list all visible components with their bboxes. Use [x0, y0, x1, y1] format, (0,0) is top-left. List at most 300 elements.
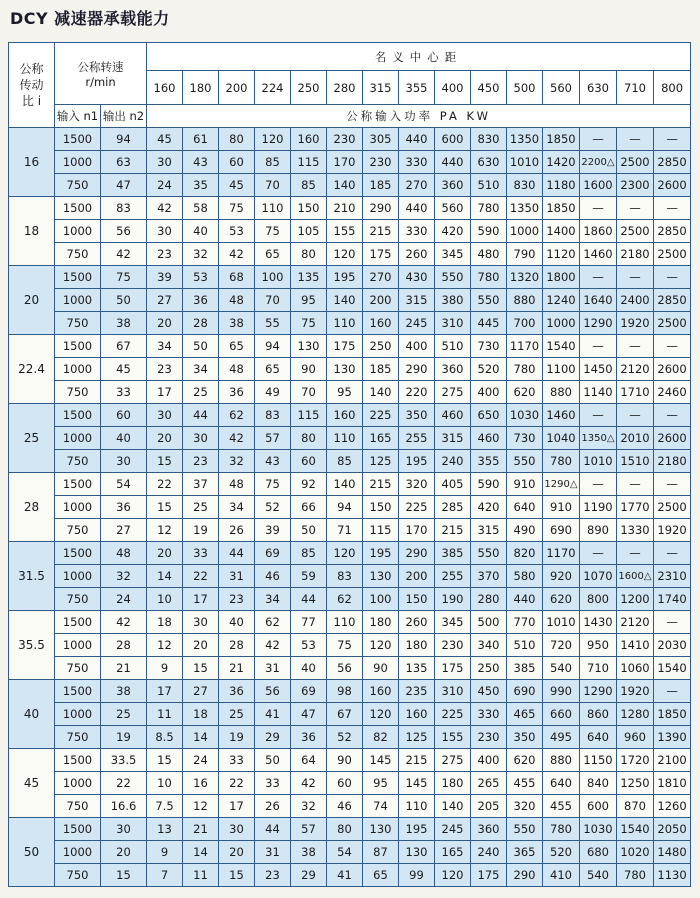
power-cell: 1070: [580, 565, 617, 588]
power-cell: 83: [327, 565, 363, 588]
table-row: [9, 726, 691, 749]
power-cell: 455: [507, 772, 543, 795]
power-cell: 1410: [617, 634, 654, 657]
center-distance-500: 500: [507, 71, 543, 105]
output-speed-cell: 33: [101, 381, 147, 404]
power-cell: 2600: [654, 427, 691, 450]
power-cell: 12: [147, 634, 183, 657]
power-cell: 480: [471, 243, 507, 266]
table-row: [9, 772, 691, 795]
ratio-cell: 31.5: [9, 542, 55, 611]
power-cell: 140: [327, 473, 363, 496]
power-cell: 225: [435, 703, 471, 726]
power-cell: 90: [291, 358, 327, 381]
output-speed-cell: 48: [101, 542, 147, 565]
power-cell: 840: [580, 772, 617, 795]
power-cell: 2310: [654, 565, 691, 588]
power-cell: 175: [471, 864, 507, 887]
input-speed-cell: 750: [55, 588, 101, 611]
power-cell: 9: [147, 841, 183, 864]
table-row: [9, 841, 691, 864]
power-cell: 880: [543, 381, 580, 404]
power-cell: 70: [255, 174, 291, 197]
power-cell: 95: [291, 289, 327, 312]
power-cell: 195: [399, 818, 435, 841]
center-distance-450: 450: [471, 71, 507, 105]
power-cell: 1130: [654, 864, 691, 887]
power-cell: 385: [507, 657, 543, 680]
power-cell: 345: [435, 611, 471, 634]
power-cell: 330: [399, 151, 435, 174]
power-cell: 550: [471, 289, 507, 312]
input-speed-cell: 750: [55, 795, 101, 818]
power-cell: 53: [291, 634, 327, 657]
power-cell: 1000: [543, 312, 580, 335]
output-speed-cell: 83: [101, 197, 147, 220]
power-cell: 82: [363, 726, 399, 749]
power-cell: 25: [183, 496, 219, 519]
power-cell: 420: [471, 496, 507, 519]
capacity-table: [8, 42, 691, 887]
power-cell: 100: [363, 588, 399, 611]
input-speed-cell: 1000: [55, 358, 101, 381]
power-cell: 440: [399, 197, 435, 220]
table-row: [9, 611, 691, 634]
table-row: [9, 588, 691, 611]
power-cell: 200: [399, 565, 435, 588]
input-speed-cell: 750: [55, 312, 101, 335]
power-cell: 74: [363, 795, 399, 818]
page-title: DCY 减速器承载能力: [10, 9, 170, 28]
output-speed-cell: 19: [101, 726, 147, 749]
power-cell: 230: [327, 128, 363, 151]
power-cell: 95: [327, 381, 363, 404]
power-cell: 1200: [617, 588, 654, 611]
power-cell: 50: [183, 335, 219, 358]
power-cell: 25: [183, 381, 219, 404]
power-cell: 41: [255, 703, 291, 726]
power-cell: 62: [327, 588, 363, 611]
power-cell: 115: [291, 404, 327, 427]
power-cell: 87: [363, 841, 399, 864]
power-cell: 110: [327, 312, 363, 335]
power-cell: 15: [183, 657, 219, 680]
power-cell: 880: [543, 749, 580, 772]
power-cell: 52: [255, 496, 291, 519]
power-cell: 600: [435, 128, 471, 151]
power-cell: 2120: [617, 611, 654, 634]
power-cell: 1390: [654, 726, 691, 749]
power-cell: 640: [580, 726, 617, 749]
output-speed-cell: 25: [101, 703, 147, 726]
power-cell: 60: [219, 151, 255, 174]
power-cell: 36: [291, 726, 327, 749]
power-cell: 205: [471, 795, 507, 818]
power-cell: 12: [183, 795, 219, 818]
power-cell: 21: [219, 657, 255, 680]
power-cell: 165: [435, 841, 471, 864]
power-cell: 2850: [654, 151, 691, 174]
power-cell: 210: [327, 197, 363, 220]
power-cell: 1140: [580, 381, 617, 404]
power-cell: 310: [435, 312, 471, 335]
power-cell: 1030: [507, 404, 543, 427]
center-distance-250: 250: [291, 71, 327, 105]
power-cell: 17: [147, 680, 183, 703]
power-cell: 57: [291, 818, 327, 841]
table-row: [9, 795, 691, 818]
power-cell: 30: [147, 404, 183, 427]
power-cell: 1480: [654, 841, 691, 864]
power-cell: 36: [219, 680, 255, 703]
power-cell: 10: [147, 588, 183, 611]
power-header: 公称输入功率 PA KW: [147, 105, 691, 128]
table-row: [9, 703, 691, 726]
power-cell: 690: [507, 680, 543, 703]
ratio-cell: 20: [9, 266, 55, 335]
power-cell: 69: [291, 680, 327, 703]
power-cell: 46: [327, 795, 363, 818]
power-cell: 68: [219, 266, 255, 289]
power-cell: 910: [543, 496, 580, 519]
power-cell: 880: [507, 289, 543, 312]
power-cell: 1010: [543, 611, 580, 634]
power-cell: 11: [147, 703, 183, 726]
power-cell: 145: [363, 749, 399, 772]
input-speed-cell: 1000: [55, 151, 101, 174]
power-cell: 360: [435, 358, 471, 381]
power-cell: 350: [507, 726, 543, 749]
power-cell: 430: [399, 266, 435, 289]
power-cell: 2400: [617, 289, 654, 312]
power-cell: 9: [147, 657, 183, 680]
table-row: [9, 818, 691, 841]
power-cell: 580: [507, 565, 543, 588]
power-cell: 355: [471, 450, 507, 473]
power-cell: 26: [219, 519, 255, 542]
input-speed-cell: 1000: [55, 703, 101, 726]
power-cell: 350: [399, 404, 435, 427]
power-cell: 23: [147, 358, 183, 381]
center-distance-400: 400: [435, 71, 471, 105]
power-cell: 115: [291, 151, 327, 174]
power-cell: 55: [255, 312, 291, 335]
power-cell: 77: [291, 611, 327, 634]
power-cell: 2500: [654, 243, 691, 266]
power-cell: 65: [255, 243, 291, 266]
power-cell: 140: [327, 174, 363, 197]
power-cell: 315: [399, 289, 435, 312]
power-cell: 66: [291, 496, 327, 519]
power-cell: 2500: [617, 220, 654, 243]
center-distance-180: 180: [183, 71, 219, 105]
input-speed-cell: 1500: [55, 680, 101, 703]
power-cell: 60: [327, 772, 363, 795]
power-cell: 330: [399, 220, 435, 243]
input-speed-cell: 1500: [55, 818, 101, 841]
power-cell: —: [617, 128, 654, 151]
ratio-cell: 50: [9, 818, 55, 887]
power-cell: 790: [507, 243, 543, 266]
table-row: [9, 565, 691, 588]
power-cell: 190: [435, 588, 471, 611]
power-cell: 110: [399, 795, 435, 818]
power-cell: 10: [147, 772, 183, 795]
power-cell: 67: [327, 703, 363, 726]
power-cell: 160: [291, 128, 327, 151]
input-speed-cell: 1000: [55, 220, 101, 243]
power-cell: 290: [507, 864, 543, 887]
input-speed-cell: 1000: [55, 496, 101, 519]
power-cell: 45: [219, 174, 255, 197]
power-cell: 130: [363, 565, 399, 588]
power-cell: 175: [363, 243, 399, 266]
power-cell: 195: [327, 266, 363, 289]
power-cell: 90: [327, 749, 363, 772]
power-cell: 285: [435, 496, 471, 519]
power-cell: 100: [255, 266, 291, 289]
power-cell: 1260: [654, 795, 691, 818]
power-cell: 125: [363, 450, 399, 473]
output-speed-cell: 36: [101, 496, 147, 519]
power-cell: 1020: [617, 841, 654, 864]
power-cell: 30: [147, 151, 183, 174]
power-cell: 140: [363, 381, 399, 404]
table-row: [9, 128, 691, 151]
power-cell: 2500: [654, 496, 691, 519]
power-cell: 80: [291, 243, 327, 266]
input-speed-cell: 1500: [55, 197, 101, 220]
power-cell: 1850: [543, 128, 580, 151]
power-cell: 31: [255, 657, 291, 680]
power-cell: 94: [327, 496, 363, 519]
power-cell: 130: [363, 818, 399, 841]
power-cell: 98: [327, 680, 363, 703]
power-cell: 135: [291, 266, 327, 289]
power-cell: 520: [471, 358, 507, 381]
power-cell: 450: [471, 680, 507, 703]
power-cell: 39: [147, 266, 183, 289]
power-cell: 17: [147, 381, 183, 404]
input-speed-cell: 750: [55, 519, 101, 542]
output-speed-cell: 75: [101, 266, 147, 289]
power-cell: 160: [399, 703, 435, 726]
input-speed-cell: 750: [55, 657, 101, 680]
power-cell: 550: [471, 542, 507, 565]
power-cell: —: [617, 473, 654, 496]
power-cell: 160: [363, 312, 399, 335]
power-cell: 65: [363, 864, 399, 887]
power-cell: 195: [363, 542, 399, 565]
power-cell: 43: [255, 450, 291, 473]
power-cell: 120: [255, 128, 291, 151]
power-cell: 95: [363, 772, 399, 795]
power-cell: 245: [435, 818, 471, 841]
power-cell: 405: [435, 473, 471, 496]
output-speed-cell: 50: [101, 289, 147, 312]
power-cell: 46: [255, 565, 291, 588]
power-cell: 170: [327, 151, 363, 174]
input-speed-cell: 1500: [55, 404, 101, 427]
power-cell: 770: [507, 611, 543, 634]
power-cell: 105: [291, 220, 327, 243]
power-cell: 2460: [654, 381, 691, 404]
power-cell: 120: [327, 243, 363, 266]
power-cell: 20: [147, 312, 183, 335]
power-cell: 780: [617, 864, 654, 887]
power-cell: —: [654, 128, 691, 151]
input-speed-cell: 1000: [55, 634, 101, 657]
power-cell: 560: [435, 197, 471, 220]
power-cell: 130: [327, 358, 363, 381]
power-cell: 260: [399, 611, 435, 634]
power-cell: 590: [471, 473, 507, 496]
power-cell: 1540: [654, 657, 691, 680]
power-cell: 710: [580, 657, 617, 680]
power-cell: 42: [291, 772, 327, 795]
power-cell: 150: [363, 496, 399, 519]
power-cell: —: [617, 335, 654, 358]
power-cell: 1190: [580, 496, 617, 519]
power-cell: 1640: [580, 289, 617, 312]
power-cell: 320: [399, 473, 435, 496]
power-cell: 250: [363, 335, 399, 358]
center-distance-630: 630: [580, 71, 617, 105]
power-cell: 48: [219, 473, 255, 496]
power-cell: 37: [183, 473, 219, 496]
power-cell: 1770: [617, 496, 654, 519]
power-cell: 1030: [580, 818, 617, 841]
power-cell: 99: [399, 864, 435, 887]
power-cell: 1920: [617, 312, 654, 335]
power-cell: 800: [580, 588, 617, 611]
power-cell: 165: [363, 427, 399, 450]
power-cell: —: [654, 542, 691, 565]
power-cell: 36: [183, 289, 219, 312]
table-row: [9, 312, 691, 335]
power-cell: 80: [291, 427, 327, 450]
power-cell: 460: [435, 404, 471, 427]
power-cell: 29: [255, 726, 291, 749]
input-speed-cell: 1000: [55, 427, 101, 450]
power-cell: 44: [183, 404, 219, 427]
power-cell: 400: [399, 335, 435, 358]
power-cell: 8.5: [147, 726, 183, 749]
power-cell: 1170: [543, 542, 580, 565]
power-cell: 2600: [654, 358, 691, 381]
power-cell: 71: [327, 519, 363, 542]
power-cell: 14: [183, 726, 219, 749]
power-cell: 1920: [654, 519, 691, 542]
input-speed-cell: 750: [55, 243, 101, 266]
power-cell: 38: [219, 312, 255, 335]
power-cell: 275: [435, 381, 471, 404]
ratio-cell: 35.5: [9, 611, 55, 680]
power-cell: 30: [183, 611, 219, 634]
power-cell: 180: [399, 634, 435, 657]
power-cell: —: [580, 542, 617, 565]
power-cell: 150: [399, 588, 435, 611]
output-speed-cell: 24: [101, 588, 147, 611]
power-cell: 52: [327, 726, 363, 749]
speed-unit: r/min: [85, 74, 116, 89]
power-cell: 53: [219, 220, 255, 243]
table-row: [9, 519, 691, 542]
power-cell: 960: [617, 726, 654, 749]
power-cell: 830: [507, 174, 543, 197]
power-cell: 215: [399, 749, 435, 772]
power-cell: 1510: [617, 450, 654, 473]
power-cell: 330: [471, 703, 507, 726]
power-cell: 2300: [617, 174, 654, 197]
table-row: [9, 220, 691, 243]
power-cell: 2010: [617, 427, 654, 450]
input-speed-cell: 750: [55, 174, 101, 197]
power-cell: —: [617, 266, 654, 289]
power-cell: —: [580, 197, 617, 220]
power-cell: —: [654, 611, 691, 634]
power-cell: 275: [435, 749, 471, 772]
power-cell: 2500: [617, 151, 654, 174]
power-cell: 2120: [617, 358, 654, 381]
power-cell: 180: [363, 611, 399, 634]
output-speed-cell: 47: [101, 174, 147, 197]
power-cell: 410: [543, 864, 580, 887]
power-cell: 2850: [654, 289, 691, 312]
table-row: [9, 427, 691, 450]
power-cell: 85: [291, 174, 327, 197]
power-cell: 85: [255, 151, 291, 174]
power-cell: 315: [471, 519, 507, 542]
power-cell: 19: [219, 726, 255, 749]
power-cell: 1460: [580, 243, 617, 266]
power-cell: 215: [363, 220, 399, 243]
output-speed-cell: 21: [101, 657, 147, 680]
power-cell: 42: [255, 634, 291, 657]
output-speed-cell: 32: [101, 565, 147, 588]
power-cell: 280: [471, 588, 507, 611]
power-cell: 540: [543, 657, 580, 680]
power-cell: 20: [147, 427, 183, 450]
power-cell: 1350: [507, 197, 543, 220]
power-cell: 290: [363, 197, 399, 220]
power-cell: 640: [507, 496, 543, 519]
power-cell: 700: [507, 312, 543, 335]
center-distance-355: 355: [399, 71, 435, 105]
table-row: [9, 473, 691, 496]
input-speed-cell: 750: [55, 864, 101, 887]
power-cell: 200: [363, 289, 399, 312]
power-cell: —: [654, 197, 691, 220]
input-speed-cell: 1000: [55, 289, 101, 312]
power-cell: —: [617, 542, 654, 565]
output-speed-cell: 63: [101, 151, 147, 174]
input-speed-cell: 1500: [55, 335, 101, 358]
table-row: [9, 335, 691, 358]
power-cell: 17: [219, 795, 255, 818]
power-cell: 56: [327, 657, 363, 680]
table-row: [9, 749, 691, 772]
table-row: [9, 289, 691, 312]
power-cell: 42: [219, 243, 255, 266]
center-distance-200: 200: [219, 71, 255, 105]
output-speed-cell: 40: [101, 427, 147, 450]
power-cell: 44: [255, 818, 291, 841]
power-cell: 1420: [543, 151, 580, 174]
ratio-cell: 28: [9, 473, 55, 542]
power-cell: 22: [183, 565, 219, 588]
power-cell: 14: [147, 565, 183, 588]
